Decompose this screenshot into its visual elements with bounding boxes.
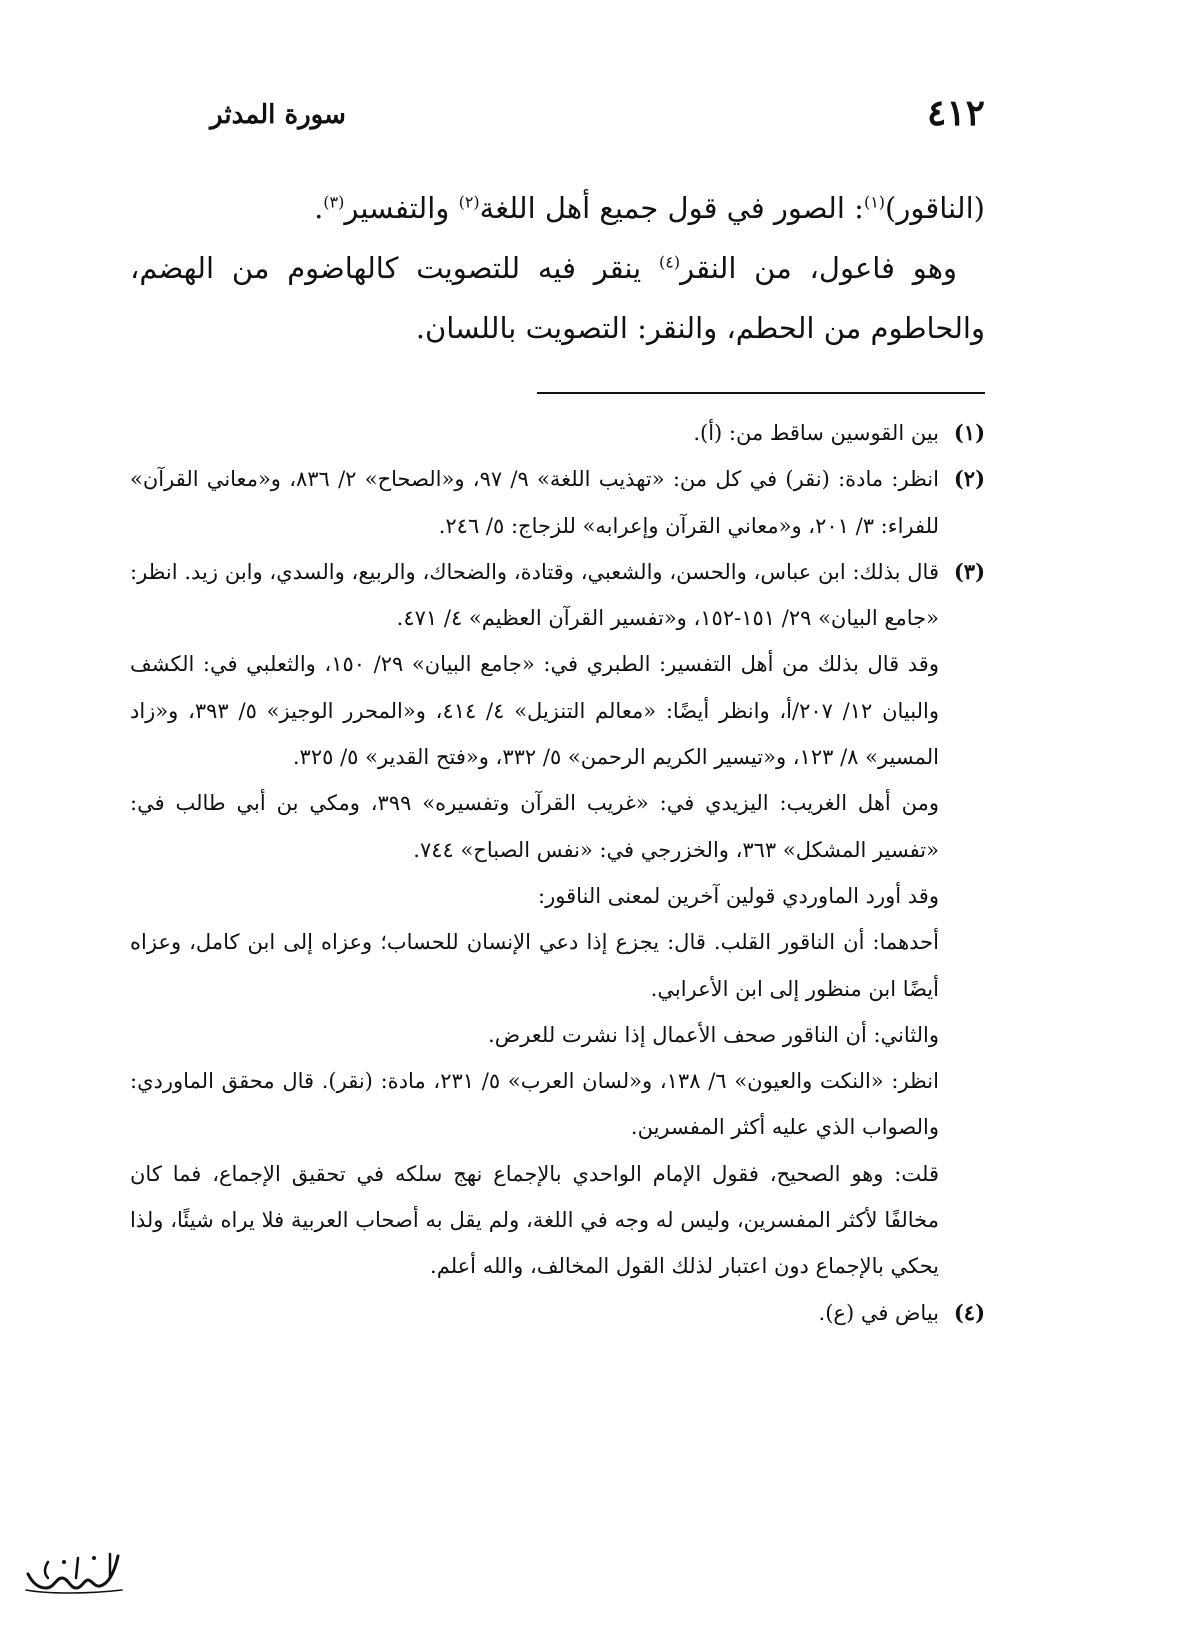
page-number: ٤١٢ [926, 92, 985, 134]
footnote-ref: (٢) [458, 192, 480, 212]
footnote-paragraph: بين القوسين ساقط من: (أ). [693, 421, 939, 445]
footnote-paragraph: والثاني: أن الناقور صحف الأعمال إذا نشرت للعرض. [488, 1022, 939, 1047]
footnote-paragraph: قال بذلك: ابن عباس، والحسن، والشعبي، وقتادة، والضحاك، والربيع، والسدي، وابن زيد. انظر: «جامع البيان» ٢٩/ ١٥١-١٥٢، و«تفسير القرآن العظيم» ٤/ ٤٧١. [130, 559, 939, 631]
footnote-body [130, 549, 939, 1290]
footnote-body [130, 456, 939, 549]
text-run: . [314, 191, 324, 225]
footnote-paragraph: وقد قال بذلك من أهل التفسير: الطبري في: «جامع البيان» ٢٩/ ١٥٠، والثعلبي في: الكشف والبيان ١٢/ ٢٠٧/أ، وانظر أيضًا: «معالم التنزيل» ٤/ ٤١٤، و«المحرر الوجيز» ٥/ ٣٩٣، و«زاد المسير» ٨/ ١٢٣، و«تيسير الكريم الرحمن» ٥/ ٣٣٢، و«فتح القدير» ٥/ ٣٢٥. [130, 652, 939, 770]
footnote [130, 1290, 985, 1336]
footnote-paragraph: انظر: «النكت والعيون» ٦/ ١٣٨، و«لسان العرب» ٥/ ٢٣١، مادة: (نقر). قال محقق الماوردي: والصواب الذي عليه أكثر المفسرين. [130, 1069, 939, 1140]
text-run: : الصور في قول جميع أهل اللغة [479, 191, 864, 225]
footnote-number: (٤) [953, 1299, 985, 1325]
main-text [130, 178, 985, 358]
main-paragraph [130, 238, 985, 358]
footnotes [130, 410, 985, 1336]
text-run: ينقر فيه للتصويت كالهاضوم من الهضم، والحاطوم من الحطم، والنقر: التصويت باللسان. [130, 251, 985, 345]
footnote-separator [537, 392, 985, 394]
footnote-number: (١) [953, 420, 985, 445]
footnote-ref: (١) [863, 192, 886, 212]
page-header [210, 92, 985, 142]
footnote-ref: (٣) [323, 192, 345, 212]
library-logo-icon [18, 1544, 128, 1598]
section-title: سورة المدثر [210, 100, 346, 130]
headword: (الناقور) [885, 191, 985, 225]
footnote-paragraph: انظر: مادة: (نقر) في كل من: «تهذيب اللغة» ٩/ ٩٧، و«الصحاح» ٢/ ٨٣٦، و«معاني القرآن» للفراء: ٣/ ٢٠١، و«معاني القرآن وإعرابه» للزجاج: ٥/ ٢٤٦. [130, 467, 939, 538]
footnote-paragraph: قلت: وهو الصحيح، فقول الإمام الواحدي بالإجماع نهج سلكه في تحقيق الإجماع، فما كان مخالفًا لأكثر المفسرين، وليس له وجه في اللغة، ولم يقل به أصحاب العربية فلا يراه شيئًا، ولذا يحكي بالإجماع دون اعتبار لذلك القول المخالف، والله أعلم. [130, 1161, 939, 1279]
footnote [130, 549, 985, 1290]
footnote-paragraph: أحدهما: أن الناقور القلب. قال: يجزع إذا دعي الإنسان للحساب؛ وعزاه إلى ابن كامل، وعزاه أيضًا ابن منظور إلى ابن الأعرابي. [130, 930, 939, 1001]
main-paragraph [130, 178, 985, 238]
footnote-ref: (٤) [659, 252, 681, 272]
footnote [130, 456, 985, 549]
footnote-body [130, 410, 939, 456]
footnote [130, 410, 985, 456]
footnote-number: (٢) [953, 466, 985, 492]
footnote-body [130, 1290, 939, 1336]
footnote-number: (٣) [953, 558, 985, 584]
footnote-paragraph: وقد أورد الماوردي قولين آخرين لمعنى الناقور: [538, 883, 939, 908]
text-run: وهو فاعول، من النقر [680, 251, 957, 285]
text-run: والتفسير [344, 191, 459, 225]
footnote-paragraph: بياض في (ع). [818, 1300, 939, 1325]
footnote-paragraph: ومن أهل الغريب: اليزيدي في: «غريب القرآن وتفسيره» ٣٩٩، ومكي بن أبي طالب في: «تفسير المشكل» ٣٦٣، والخزرجي في: «نفس الصباح» ٧٤٤. [130, 791, 940, 862]
